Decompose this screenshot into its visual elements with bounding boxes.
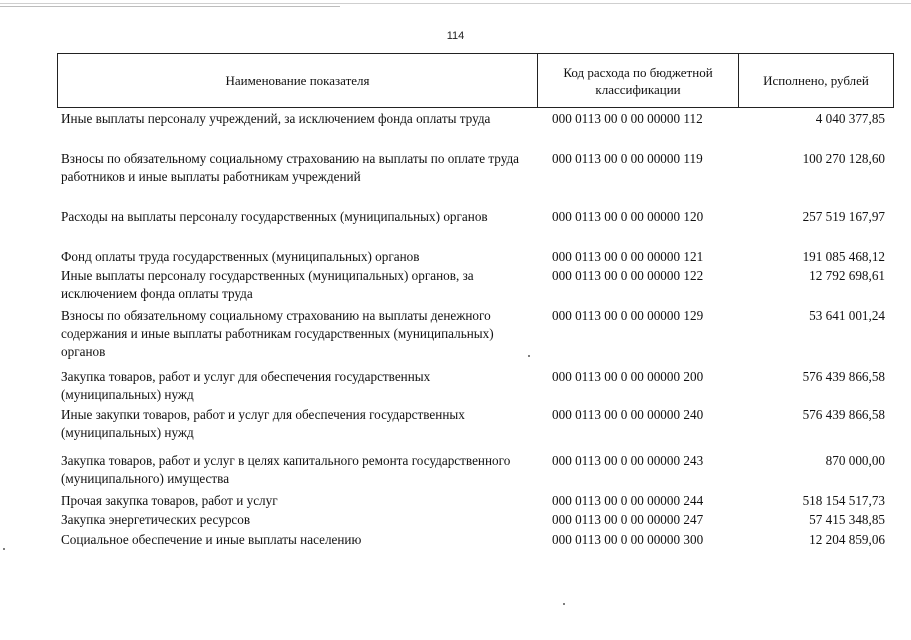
row-name: Взносы по обязательному социальному страхованию на выплаты по оплате труда работников и иные выплаты работникам учреждений <box>61 151 520 184</box>
row-code: 000 0113 00 0 00 00000 129 <box>552 308 704 323</box>
row-amount: 4 040 377,85 <box>815 111 885 126</box>
row-name: Иные выплаты персоналу учреждений, за исключением фонда оплаты труда <box>61 111 491 126</box>
scan-edge-line <box>0 3 911 4</box>
table-header <box>57 53 894 108</box>
row-name: Социальное обеспечение и иные выплаты населению <box>61 532 362 547</box>
row-amount: 870 000,00 <box>825 453 885 468</box>
header-code: Код расхода по бюджетной классификации <box>538 54 739 107</box>
scan-edge-line <box>0 6 340 7</box>
row-amount: 576 439 866,58 <box>802 369 885 384</box>
row-amount: 257 519 167,97 <box>802 209 885 224</box>
row-code: 000 0113 00 0 00 00000 247 <box>552 512 704 527</box>
row-code: 000 0113 00 0 00 00000 200 <box>552 369 704 384</box>
header-name: Наименование показателя <box>58 54 538 107</box>
row-amount: 12 204 859,06 <box>809 532 885 547</box>
row-code: 000 0113 00 0 00 00000 112 <box>552 111 703 126</box>
row-amount: 100 270 128,60 <box>802 151 885 166</box>
row-amount: 576 439 866,58 <box>802 407 885 422</box>
row-name: Взносы по обязательному социальному страхованию на выплаты денежного содержания и иные выплаты работникам государственных (муниципальных) органов <box>61 308 494 359</box>
row-code: 000 0113 00 0 00 00000 119 <box>552 151 703 166</box>
row-code: 000 0113 00 0 00 00000 121 <box>552 249 704 264</box>
row-name: Прочая закупка товаров, работ и услуг <box>61 493 278 508</box>
scan-speck <box>563 603 565 605</box>
row-amount: 53 641 001,24 <box>809 308 885 323</box>
row-amount: 191 085 468,12 <box>802 249 885 264</box>
row-name: Иные выплаты персоналу государственных (муниципальных) органов, за исключением фонда оплаты труда <box>61 268 474 301</box>
row-code: 000 0113 00 0 00 00000 122 <box>552 268 704 283</box>
row-amount: 57 415 348,85 <box>809 512 885 527</box>
scan-speck <box>3 548 5 550</box>
row-name: Иные закупки товаров, работ и услуг для обеспечения государственных (муниципальных) нужд <box>61 407 465 440</box>
header-amount: Исполнено, рублей <box>763 73 869 88</box>
row-name: Закупка товаров, работ и услуг для обеспечения государственных (муниципальных) нужд <box>61 369 431 402</box>
row-name: Закупка товаров, работ и услуг в целях капитального ремонта государственного (муниципального) имущества <box>61 453 511 486</box>
row-code: 000 0113 00 0 00 00000 240 <box>552 407 704 422</box>
row-amount: 12 792 698,61 <box>809 268 885 283</box>
row-code: 000 0113 00 0 00 00000 243 <box>552 453 704 468</box>
page-number: 114 <box>446 30 465 42</box>
scan-speck <box>528 355 530 357</box>
row-name: Расходы на выплаты персоналу государственных (муниципальных) органов <box>61 209 488 224</box>
row-code: 000 0113 00 0 00 00000 300 <box>552 532 704 547</box>
row-name: Закупка энергетических ресурсов <box>61 512 251 527</box>
row-name: Фонд оплаты труда государственных (муниципальных) органов <box>61 249 420 264</box>
row-code: 000 0113 00 0 00 00000 120 <box>552 209 704 224</box>
row-amount: 518 154 517,73 <box>802 493 885 508</box>
row-code: 000 0113 00 0 00 00000 244 <box>552 493 704 508</box>
